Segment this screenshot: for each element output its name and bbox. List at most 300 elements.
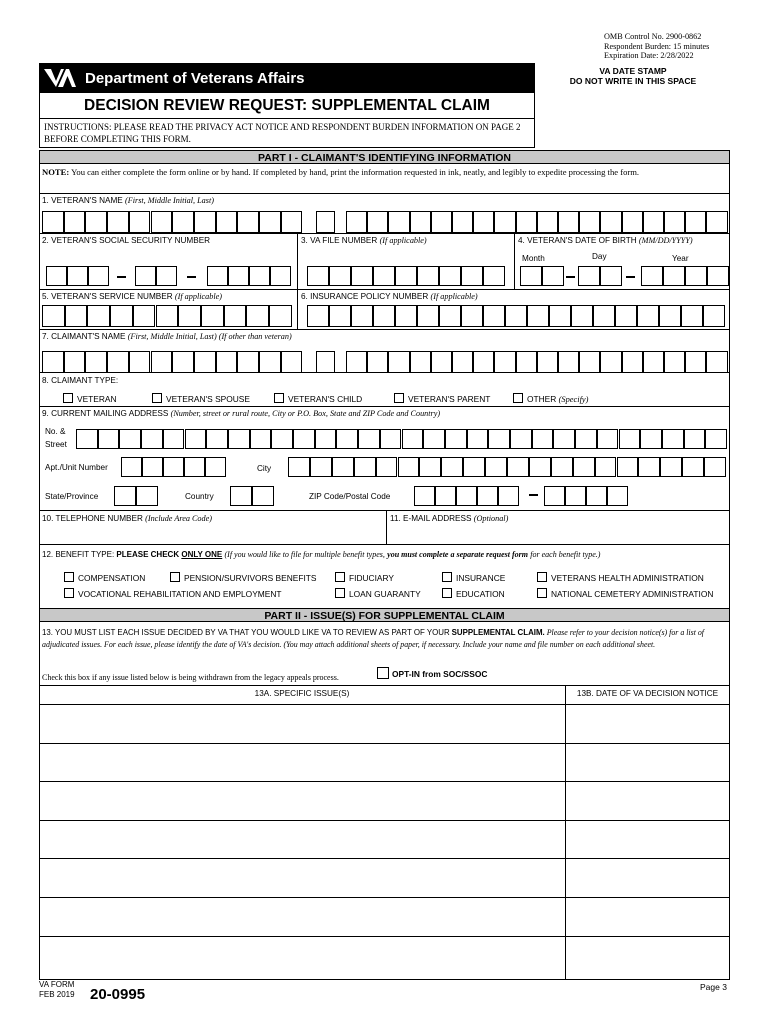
char-box[interactable] bbox=[463, 457, 485, 477]
char-box[interactable] bbox=[494, 351, 515, 373]
field9-label bbox=[42, 409, 440, 418]
char-box[interactable] bbox=[281, 211, 303, 233]
char-box[interactable] bbox=[553, 429, 575, 449]
char-box[interactable] bbox=[135, 266, 156, 286]
checkbox-parent[interactable] bbox=[394, 393, 404, 403]
form-title: DECISION REVIEW REQUEST: SUPPLEMENTAL CLAIM bbox=[39, 93, 535, 118]
char-box[interactable] bbox=[622, 211, 643, 233]
issue-row-3[interactable] bbox=[41, 783, 563, 819]
char-box[interactable] bbox=[107, 211, 129, 233]
char-box[interactable] bbox=[141, 429, 163, 449]
char-box[interactable] bbox=[402, 429, 424, 449]
char-box[interactable] bbox=[129, 351, 151, 373]
checkbox-other[interactable] bbox=[513, 393, 523, 403]
char-box[interactable] bbox=[622, 351, 643, 373]
char-box[interactable] bbox=[42, 305, 65, 327]
char-box[interactable] bbox=[270, 266, 291, 286]
char-box[interactable] bbox=[477, 486, 498, 506]
char-box[interactable] bbox=[435, 486, 456, 506]
char-box[interactable] bbox=[249, 266, 270, 286]
benefit-vre: VOCATIONAL REHABILITATION AND EMPLOYMENT bbox=[78, 589, 282, 599]
f5-text: 5. VETERAN'S SERVICE NUMBER bbox=[42, 292, 173, 301]
char-box[interactable] bbox=[136, 486, 158, 506]
dash-separator bbox=[117, 276, 126, 278]
char-box[interactable] bbox=[307, 305, 329, 327]
f9-text: 9. CURRENT MAILING ADDRESS bbox=[42, 409, 169, 418]
char-box[interactable] bbox=[250, 429, 272, 449]
f4-hint: (MM/DD/YYYY) bbox=[638, 236, 693, 245]
char-box[interactable] bbox=[685, 266, 707, 286]
issue-row-4[interactable] bbox=[41, 822, 563, 857]
checkbox-child[interactable] bbox=[274, 393, 284, 403]
instructions: INSTRUCTIONS: PLEASE READ THE PRIVACY ACT NOTICE AND RESPONDENT BURDEN INFORMATION ON PAGE 2 BEFORE COMPLETING THIS FORM. bbox=[39, 118, 535, 148]
stamp-line1: VA DATE STAMP bbox=[599, 66, 667, 76]
char-box[interactable] bbox=[542, 266, 564, 286]
char-box[interactable] bbox=[684, 429, 706, 449]
f1-text: 1. VETERAN'S NAME bbox=[42, 196, 123, 205]
benefit-education: EDUCATION bbox=[456, 589, 505, 599]
char-box[interactable] bbox=[293, 429, 315, 449]
field11-label bbox=[390, 514, 508, 523]
benefit-insurance: INSURANCE bbox=[456, 573, 506, 583]
char-box[interactable] bbox=[398, 457, 420, 477]
claimant-type-parent: VETERAN'S PARENT bbox=[408, 394, 491, 404]
f13-text-b: SUPPLEMENTAL CLAIM. bbox=[451, 628, 545, 637]
char-box[interactable] bbox=[544, 486, 565, 506]
char-box[interactable] bbox=[532, 429, 554, 449]
char-box[interactable] bbox=[46, 266, 67, 286]
char-box[interactable] bbox=[184, 457, 205, 477]
char-box[interactable] bbox=[483, 305, 505, 327]
char-box[interactable] bbox=[228, 266, 249, 286]
f11-text: 11. E-MAIL ADDRESS bbox=[390, 514, 472, 523]
issue-row-6[interactable] bbox=[41, 899, 563, 935]
char-box[interactable] bbox=[452, 351, 473, 373]
char-box[interactable] bbox=[246, 305, 269, 327]
char-box[interactable] bbox=[703, 305, 725, 327]
f6-text: 6. INSURANCE POLICY NUMBER bbox=[301, 292, 429, 301]
char-box[interactable] bbox=[595, 457, 617, 477]
claimant-type-veteran: VETERAN bbox=[77, 394, 117, 404]
char-box[interactable] bbox=[593, 305, 615, 327]
char-box[interactable] bbox=[419, 457, 441, 477]
f12-only: ONLY ONE bbox=[181, 550, 223, 559]
char-box[interactable] bbox=[388, 211, 409, 233]
stamp-line2: DO NOT WRITE IN THIS SPACE bbox=[569, 76, 697, 86]
char-box[interactable] bbox=[617, 457, 639, 477]
char-box[interactable] bbox=[88, 266, 109, 286]
char-box[interactable] bbox=[316, 351, 335, 373]
zip-label: ZIP Code/Postal Code bbox=[309, 492, 391, 501]
char-box[interactable] bbox=[660, 457, 682, 477]
checkbox-education[interactable] bbox=[442, 588, 452, 598]
dash-separator bbox=[626, 276, 635, 278]
char-box[interactable] bbox=[575, 429, 597, 449]
char-box[interactable] bbox=[67, 266, 88, 286]
f3-text: 3. VA FILE NUMBER bbox=[301, 236, 378, 245]
char-box[interactable] bbox=[354, 457, 376, 477]
char-box[interactable] bbox=[685, 351, 706, 373]
char-box[interactable] bbox=[358, 429, 380, 449]
char-box[interactable] bbox=[441, 457, 463, 477]
apt-label: Apt./Unit Number bbox=[45, 463, 108, 472]
char-box[interactable] bbox=[607, 486, 628, 506]
char-box[interactable] bbox=[380, 429, 402, 449]
date-row-7[interactable] bbox=[567, 938, 727, 978]
char-box[interactable] bbox=[156, 266, 177, 286]
char-box[interactable] bbox=[456, 486, 477, 506]
other-text: OTHER bbox=[527, 394, 557, 404]
benefit-loan: LOAN GUARANTY bbox=[349, 589, 421, 599]
footer-va-form: VA FORM bbox=[39, 980, 75, 989]
f7-text: 7. CLAIMANT'S NAME bbox=[42, 332, 126, 341]
email-input[interactable] bbox=[388, 524, 728, 544]
char-box[interactable] bbox=[573, 457, 595, 477]
char-box[interactable] bbox=[336, 429, 358, 449]
char-box[interactable] bbox=[637, 305, 659, 327]
char-box[interactable] bbox=[483, 266, 505, 286]
field2-label: 2. VETERAN'S SOCIAL SECURITY NUMBER bbox=[42, 236, 211, 245]
char-box[interactable] bbox=[414, 486, 435, 506]
f12-hint1: (If you would like to file for multiple benefit types, bbox=[224, 550, 385, 559]
char-box[interactable] bbox=[467, 429, 489, 449]
part2-header: PART II - ISSUE(S) FOR SUPPLEMENTAL CLAIM bbox=[39, 608, 730, 622]
char-box[interactable] bbox=[706, 351, 727, 373]
char-box[interactable] bbox=[410, 211, 431, 233]
char-box[interactable] bbox=[206, 429, 228, 449]
char-box[interactable] bbox=[259, 211, 281, 233]
char-box[interactable] bbox=[417, 305, 439, 327]
char-box[interactable] bbox=[527, 305, 549, 327]
char-box[interactable] bbox=[537, 351, 558, 373]
char-box[interactable] bbox=[237, 211, 259, 233]
char-box[interactable] bbox=[367, 351, 388, 373]
checkbox-loan[interactable] bbox=[335, 588, 345, 598]
char-box[interactable] bbox=[76, 429, 98, 449]
char-box[interactable] bbox=[129, 211, 151, 233]
char-box[interactable] bbox=[205, 457, 226, 477]
f12-hint2: you must complete a separate request form bbox=[387, 550, 529, 559]
f6-hint: (If applicable) bbox=[430, 292, 478, 301]
char-box[interactable] bbox=[87, 305, 110, 327]
claimant-type-child: VETERAN'S CHILD bbox=[288, 394, 363, 404]
char-box[interactable] bbox=[439, 305, 461, 327]
benefit-compensation: COMPENSATION bbox=[78, 573, 146, 583]
f4-text: 4. VETERAN'S DATE OF BIRTH bbox=[518, 236, 637, 245]
char-box[interactable] bbox=[485, 457, 507, 477]
date-row-2[interactable] bbox=[567, 745, 727, 780]
claimant-type-other bbox=[527, 394, 588, 404]
form-number: 20-0995 bbox=[90, 986, 146, 1003]
char-box[interactable] bbox=[98, 429, 120, 449]
note-text: You can either complete the form online or by hand. If completed by hand, print the information requested in ink, neatly, and legibly to expedite processing the form. bbox=[71, 167, 640, 177]
optin-text: Check this box if any issue listed below is being withdrawn from the legacy appeals process. bbox=[42, 673, 339, 682]
char-box[interactable] bbox=[376, 457, 398, 477]
page-number: Page 3 bbox=[700, 982, 727, 992]
year-label: Year bbox=[672, 254, 689, 263]
char-box[interactable] bbox=[163, 457, 184, 477]
char-box[interactable] bbox=[346, 211, 367, 233]
char-box[interactable] bbox=[373, 305, 395, 327]
checkbox-pension[interactable] bbox=[170, 572, 180, 582]
checkbox-nca[interactable] bbox=[537, 588, 547, 598]
char-box[interactable] bbox=[259, 351, 281, 373]
char-box[interactable] bbox=[600, 211, 621, 233]
field7-label bbox=[42, 332, 292, 341]
char-box[interactable] bbox=[178, 305, 201, 327]
date-row-5[interactable] bbox=[567, 860, 727, 896]
char-box[interactable] bbox=[64, 351, 86, 373]
char-box[interactable] bbox=[42, 211, 64, 233]
country-label: Country bbox=[185, 492, 214, 501]
department-name: Department of Veterans Affairs bbox=[85, 70, 305, 87]
char-box[interactable] bbox=[156, 305, 179, 327]
f13-text-a: 13. YOU MUST LIST EACH ISSUE DECIDED BY VA THAT YOU WOULD LIKE VA TO REVIEW AS PART OF YOUR bbox=[42, 628, 450, 637]
note-label: NOTE: bbox=[42, 167, 70, 177]
char-box[interactable] bbox=[685, 211, 706, 233]
issue-row-5[interactable] bbox=[41, 860, 563, 896]
claimant-type-spouse: VETERAN'S SPOUSE bbox=[166, 394, 250, 404]
char-box[interactable] bbox=[110, 305, 133, 327]
char-box[interactable] bbox=[507, 457, 529, 477]
f12-text: 12. BENEFIT TYPE: bbox=[42, 550, 115, 559]
char-box[interactable] bbox=[615, 305, 637, 327]
f12-hint3: for each benefit type.) bbox=[530, 550, 601, 559]
char-box[interactable] bbox=[643, 211, 664, 233]
char-box[interactable] bbox=[288, 457, 310, 477]
part1-header: PART I - CLAIMANT'S IDENTIFYING INFORMATION bbox=[39, 150, 730, 164]
char-box[interactable] bbox=[271, 429, 293, 449]
char-box[interactable] bbox=[578, 266, 600, 286]
char-box[interactable] bbox=[640, 429, 662, 449]
char-box[interactable] bbox=[663, 266, 685, 286]
benefit-nca: NATIONAL CEMETERY ADMINISTRATION bbox=[551, 589, 714, 599]
char-box[interactable] bbox=[172, 351, 194, 373]
char-box[interactable] bbox=[597, 429, 619, 449]
char-box[interactable] bbox=[216, 211, 238, 233]
char-box[interactable] bbox=[228, 429, 250, 449]
char-box[interactable] bbox=[133, 305, 156, 327]
char-box[interactable] bbox=[207, 266, 228, 286]
char-box[interactable] bbox=[85, 351, 107, 373]
char-box[interactable] bbox=[445, 429, 467, 449]
benefit-vha: VETERANS HEALTH ADMINISTRATION bbox=[551, 573, 704, 583]
checkbox-spouse[interactable] bbox=[152, 393, 162, 403]
dash-separator bbox=[529, 494, 538, 496]
date-row-6[interactable] bbox=[567, 899, 727, 935]
char-box[interactable] bbox=[664, 211, 685, 233]
char-box[interactable] bbox=[410, 351, 431, 373]
char-box[interactable] bbox=[367, 211, 388, 233]
char-box[interactable] bbox=[316, 211, 335, 233]
char-box[interactable] bbox=[498, 486, 519, 506]
char-box[interactable] bbox=[516, 211, 537, 233]
char-box[interactable] bbox=[431, 211, 452, 233]
char-box[interactable] bbox=[600, 266, 622, 286]
char-box[interactable] bbox=[571, 305, 593, 327]
char-box[interactable] bbox=[510, 429, 532, 449]
respondent-burden: Respondent Burden: 15 minutes bbox=[604, 41, 710, 51]
char-box[interactable] bbox=[119, 429, 141, 449]
char-box[interactable] bbox=[107, 351, 129, 373]
char-box[interactable] bbox=[706, 211, 727, 233]
optin-label: OPT-IN from SOC/SSOC bbox=[392, 669, 488, 679]
checkbox-vre[interactable] bbox=[64, 588, 74, 598]
char-box[interactable] bbox=[431, 351, 452, 373]
char-box[interactable] bbox=[64, 211, 86, 233]
char-box[interactable] bbox=[638, 457, 660, 477]
f1-hint: (First, Middle Initial, Last) bbox=[125, 196, 214, 205]
char-box[interactable] bbox=[201, 305, 224, 327]
street-label-1: No. & bbox=[45, 427, 66, 436]
char-box[interactable] bbox=[151, 211, 173, 233]
char-box[interactable] bbox=[423, 429, 445, 449]
field8-label: 8. CLAIMANT TYPE: bbox=[42, 376, 119, 385]
char-box[interactable] bbox=[346, 351, 367, 373]
char-box[interactable] bbox=[473, 351, 494, 373]
char-box[interactable] bbox=[579, 211, 600, 233]
checkbox-vha[interactable] bbox=[537, 572, 547, 582]
f10-text: 10. TELEPHONE NUMBER bbox=[42, 514, 143, 523]
char-box[interactable] bbox=[121, 457, 142, 477]
field6-label bbox=[301, 292, 478, 301]
char-box[interactable] bbox=[194, 351, 216, 373]
char-box[interactable] bbox=[307, 266, 329, 286]
char-box[interactable] bbox=[600, 351, 621, 373]
f5-hint: (If applicable) bbox=[174, 292, 222, 301]
char-box[interactable] bbox=[388, 351, 409, 373]
f10-hint: (Include Area Code) bbox=[145, 514, 212, 523]
expiration-date: Expiration Date: 2/28/2022 bbox=[604, 51, 694, 61]
char-box[interactable] bbox=[662, 429, 684, 449]
benefit-pension: PENSION/SURVIVORS BENEFITS bbox=[184, 573, 317, 583]
field10-label bbox=[42, 514, 212, 523]
omb-control: OMB Control No. 2900-0862 bbox=[604, 32, 702, 41]
char-box[interactable] bbox=[681, 305, 703, 327]
char-box[interactable] bbox=[151, 351, 173, 373]
char-box[interactable] bbox=[551, 457, 573, 477]
char-box[interactable] bbox=[549, 305, 571, 327]
checkbox-fiduciary[interactable] bbox=[335, 572, 345, 582]
issue-row-1[interactable] bbox=[41, 706, 563, 742]
char-box[interactable] bbox=[516, 351, 537, 373]
char-box[interactable] bbox=[664, 351, 685, 373]
checkbox-veteran[interactable] bbox=[63, 393, 73, 403]
field12-label bbox=[42, 550, 600, 559]
char-box[interactable] bbox=[252, 486, 274, 506]
note bbox=[42, 167, 728, 178]
char-box[interactable] bbox=[682, 457, 704, 477]
footer-form bbox=[39, 980, 75, 1000]
char-box[interactable] bbox=[529, 457, 551, 477]
checkbox-insurance[interactable] bbox=[442, 572, 452, 582]
char-box[interactable] bbox=[315, 429, 337, 449]
char-box[interactable] bbox=[439, 266, 461, 286]
char-box[interactable] bbox=[488, 429, 510, 449]
char-box[interactable] bbox=[659, 305, 681, 327]
char-box[interactable] bbox=[351, 266, 373, 286]
f3-hint: (If applicable) bbox=[379, 236, 427, 245]
char-box[interactable] bbox=[641, 266, 663, 286]
char-box[interactable] bbox=[42, 351, 64, 373]
char-box[interactable] bbox=[494, 211, 515, 233]
dash-separator bbox=[566, 276, 575, 278]
char-box[interactable] bbox=[520, 266, 542, 286]
char-box[interactable] bbox=[643, 351, 664, 373]
checkbox-compensation[interactable] bbox=[64, 572, 74, 582]
char-box[interactable] bbox=[332, 457, 354, 477]
char-box[interactable] bbox=[216, 351, 238, 373]
date-row-4[interactable] bbox=[567, 822, 727, 857]
dash-separator bbox=[187, 276, 196, 278]
char-box[interactable] bbox=[142, 457, 163, 477]
footer-date: FEB 2019 bbox=[39, 990, 75, 999]
char-box[interactable] bbox=[461, 266, 483, 286]
char-box[interactable] bbox=[707, 266, 729, 286]
char-box[interactable] bbox=[351, 305, 373, 327]
checkbox-optin[interactable] bbox=[377, 667, 389, 679]
char-box[interactable] bbox=[163, 429, 185, 449]
char-box[interactable] bbox=[417, 266, 439, 286]
issue-row-2[interactable] bbox=[41, 745, 563, 780]
col-specific-issues: 13A. SPECIFIC ISSUE(S) bbox=[254, 689, 350, 698]
f7-hint: (First, Middle Initial, Last) (If other than veteran) bbox=[127, 332, 292, 341]
char-box[interactable] bbox=[537, 211, 558, 233]
field3-label bbox=[301, 236, 427, 245]
char-box[interactable] bbox=[269, 305, 292, 327]
char-box[interactable] bbox=[194, 211, 216, 233]
issue-row-7[interactable] bbox=[41, 938, 563, 978]
char-box[interactable] bbox=[473, 211, 494, 233]
char-box[interactable] bbox=[185, 429, 207, 449]
col-decision-date: 13B. DATE OF VA DECISION NOTICE bbox=[576, 689, 719, 698]
char-box[interactable] bbox=[329, 266, 351, 286]
char-box[interactable] bbox=[310, 457, 332, 477]
field13-instructions bbox=[42, 627, 726, 650]
char-box[interactable] bbox=[505, 305, 527, 327]
char-box[interactable] bbox=[395, 266, 417, 286]
char-box[interactable] bbox=[619, 429, 641, 449]
char-box[interactable] bbox=[329, 305, 351, 327]
char-box[interactable] bbox=[65, 305, 88, 327]
char-box[interactable] bbox=[452, 211, 473, 233]
char-box[interactable] bbox=[704, 457, 726, 477]
char-box[interactable] bbox=[565, 486, 586, 506]
char-box[interactable] bbox=[230, 486, 252, 506]
field5-label bbox=[42, 292, 222, 301]
char-box[interactable] bbox=[395, 305, 417, 327]
telephone-input[interactable] bbox=[39, 524, 385, 544]
char-box[interactable] bbox=[172, 211, 194, 233]
char-box[interactable] bbox=[224, 305, 247, 327]
char-box[interactable] bbox=[705, 429, 727, 449]
char-box[interactable] bbox=[461, 305, 483, 327]
char-box[interactable] bbox=[85, 211, 107, 233]
char-box[interactable] bbox=[237, 351, 259, 373]
char-box[interactable] bbox=[586, 486, 607, 506]
field1-label bbox=[42, 196, 214, 205]
char-box[interactable] bbox=[558, 211, 579, 233]
char-box[interactable] bbox=[579, 351, 600, 373]
char-box[interactable] bbox=[114, 486, 136, 506]
char-box[interactable] bbox=[558, 351, 579, 373]
date-row-1[interactable] bbox=[567, 706, 727, 742]
city-label: City bbox=[257, 464, 272, 473]
date-row-3[interactable] bbox=[567, 783, 727, 819]
f12-bold: PLEASE CHECK bbox=[116, 550, 180, 559]
char-box[interactable] bbox=[281, 351, 303, 373]
char-box[interactable] bbox=[373, 266, 395, 286]
